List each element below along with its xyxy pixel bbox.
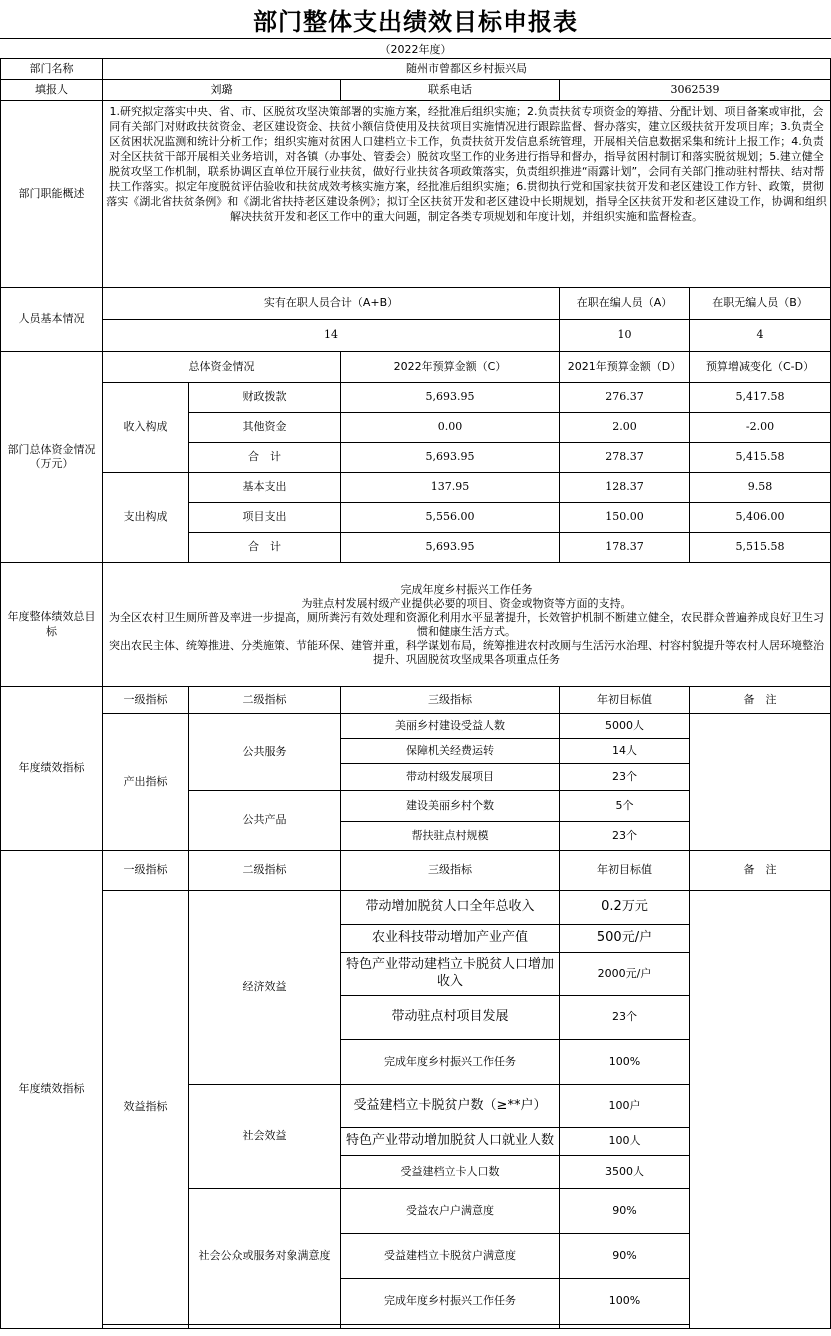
- expense-row-c: 5,556.00: [341, 503, 560, 533]
- dept-value: 随州市曾都区乡村振兴局: [103, 59, 831, 80]
- output-level1: 产出指标: [103, 714, 189, 851]
- income-row-diff: -2.00: [690, 413, 831, 443]
- indicator-value: 100人: [560, 1128, 690, 1156]
- goal-line: 完成年度乡村振兴工作任务: [400, 582, 533, 596]
- col-header-level3: 三级指标: [341, 687, 560, 714]
- expense-total-d: 178.37: [560, 533, 690, 563]
- indicator-name: 完成年度乡村振兴工作任务: [341, 1040, 560, 1085]
- income-total-diff: 5,415.58: [690, 443, 831, 473]
- indicator-value: 5个: [560, 791, 690, 822]
- form-title: 部门整体支出绩效目标申报表: [253, 7, 578, 36]
- staff-header-a: 在职在编人员（A）: [560, 288, 690, 320]
- benefit-trailing-cell: [103, 1325, 189, 1329]
- goal-line: 为全区农村卫生厕所普及率进一步提高，厕所粪污有效处理和资源化利用水平显著提升，长效管护机制不断建立健全，农民群众普遍养成良好卫生习惯和健康生活方式。: [109, 610, 825, 638]
- income-row-name: 财政拨款: [189, 383, 341, 413]
- col-header-target: 年初目标值: [560, 687, 690, 714]
- output-level2: 公共产品: [189, 791, 341, 851]
- indicator-name: 建设美丽乡村个数: [341, 791, 560, 822]
- filler-value: 刘璐: [103, 80, 341, 101]
- indicator-value: 2000元/户: [560, 953, 690, 996]
- indicator-name: 带动驻点村项目发展: [341, 996, 560, 1040]
- col-header-level2: 二级指标: [189, 687, 341, 714]
- staff-a: 10: [560, 320, 690, 352]
- income-row-d: 276.37: [560, 383, 690, 413]
- indicator-value: 5000人: [560, 714, 690, 739]
- goal-line: 为驻点村发展村级产业提供必要的项目、资金或物资等方面的支持。: [301, 596, 632, 610]
- phone-value: 3062539: [560, 80, 831, 101]
- expense-row-c: 137.95: [341, 473, 560, 503]
- col-header-level1: 一级指标: [103, 687, 189, 714]
- form-year: （2022年度）: [0, 38, 831, 58]
- indicator-value: 0.2万元: [560, 891, 690, 925]
- indicator-name: 特色产业带动增加脱贫人口就业人数: [341, 1128, 560, 1156]
- indicator-value: 23个: [560, 764, 690, 791]
- indicator-value: 100%: [560, 1279, 690, 1325]
- funds-header-diff: 预算增减变化（C-D）: [690, 352, 831, 383]
- indicator-name: 农业科技带动增加产业产值: [341, 925, 560, 953]
- dept-label: 部门名称: [1, 59, 103, 80]
- expense-row-diff: 5,406.00: [690, 503, 831, 533]
- income-row-d: 2.00: [560, 413, 690, 443]
- expense-row-d: 128.37: [560, 473, 690, 503]
- col-header-level3: 三级指标: [341, 851, 560, 891]
- indicator-value: 100%: [560, 1040, 690, 1085]
- funds-header-overall: 总体资金情况: [103, 352, 341, 383]
- indicator-value: 23个: [560, 822, 690, 851]
- income-row-c: 0.00: [341, 413, 560, 443]
- expense-row-diff: 9.58: [690, 473, 831, 503]
- indicator-value: 90%: [560, 1189, 690, 1234]
- funds-header-d: 2021年预算金额（D）: [560, 352, 690, 383]
- funds-header-c: 2022年预算金额（C）: [341, 352, 560, 383]
- expense-total-c: 5,693.95: [341, 533, 560, 563]
- output-level2: 公共服务: [189, 714, 341, 791]
- staff-b: 4: [690, 320, 831, 352]
- form-table: [0, 58, 831, 1329]
- expense-label: 支出构成: [103, 473, 189, 563]
- benefit-level2: 社会效益: [189, 1085, 341, 1189]
- expense-total-diff: 5,515.58: [690, 533, 831, 563]
- expense-total-name: 合 计: [189, 533, 341, 563]
- income-row-name: 其他资金: [189, 413, 341, 443]
- duties-text: 1.研究拟定落实中央、省、市、区脱贫攻坚决策部署的实施方案，经批准后组织实施；2.负责扶贫专项资金的筹措、分配计划、项目备案或审批，会同有关部门对财政扶贫资金、老区建设资金、扶贫小额信贷使用及扶贫项目实施情况进行跟踪监督、督办落实，建立区级扶贫开发项目库；3.负责全区贫困状况监测和统计分析工作；组织实施对贫困人口建档立卡工作，负责扶贫开发信息系统管理，开展相关信息数据采集和统计上报工作；4.负责对全区扶贫干部开展相关业务培训，对各镇（办事处、管委会）脱贫攻坚工作的业务进行指导和督办，指导贫困村制订和落实脱贫规划；5.建立健全脱贫攻坚工作机制，联系协调区直单位开展行业扶贫，做好行业扶贫各项政策落实，负责组织推进“雨露计划”，会同有关部门推动驻村帮扶、结对帮扶工作落实。拟定年度脱贫评估验收和扶贫成效考核实施方案，经批准后组织实施；6.贯彻执行党和国家扶贫开发和老区建设工作方针、政策，贯彻落实《湖北省扶贫条例》和《湖北省扶持老区建设条例》；拟订全区扶贫开发和老区建设中长期规划，指导全区扶贫开发和老区建设工作，协调和组织解决扶贫开发和老区工作中的重大问题，制定各类专项规划和年度计划，并组织实施和监督检查。: [103, 101, 831, 288]
- col-header-remark: 备 注: [690, 687, 831, 714]
- output-remark: [690, 714, 831, 851]
- col-header-remark: 备 注: [690, 851, 831, 891]
- indicator-value: 90%: [560, 1234, 690, 1279]
- indicator-value: 14人: [560, 739, 690, 764]
- indicator-name: 受益建档立卡脱贫户满意度: [341, 1234, 560, 1279]
- indicator-value: 3500人: [560, 1156, 690, 1189]
- indicator-name: 带动增加脱贫人口全年总收入: [341, 891, 560, 925]
- benefit-section-label: 年度绩效指标: [1, 851, 103, 1329]
- indicator-name: 美丽乡村建设受益人数: [341, 714, 560, 739]
- staff-label: 人员基本情况: [1, 288, 103, 352]
- indicator-name: 受益农户户满意度: [341, 1189, 560, 1234]
- indicator-value: 23个: [560, 996, 690, 1040]
- indicator-name: 带动村级发展项目: [341, 764, 560, 791]
- indicator-name: 保障机关经费运转: [341, 739, 560, 764]
- indicator-name: 受益建档立卡脱贫户数（≥**户）: [341, 1085, 560, 1128]
- indicator-name: 特色产业带动建档立卡脱贫人口增加收入: [341, 953, 560, 996]
- staff-header-b: 在职无编人员（B）: [690, 288, 831, 320]
- benefit-trailing-cell: [189, 1325, 341, 1329]
- indicator-name: 受益建档立卡人口数: [341, 1156, 560, 1189]
- income-total-c: 5,693.95: [341, 443, 560, 473]
- benefit-level2: 经济效益: [189, 891, 341, 1085]
- benefit-level2: 社会公众或服务对象满意度: [189, 1189, 341, 1325]
- col-header-level2: 二级指标: [189, 851, 341, 891]
- funds-label: 部门总体资金情况（万元）: [1, 352, 103, 563]
- expense-row-d: 150.00: [560, 503, 690, 533]
- expense-row-name: 基本支出: [189, 473, 341, 503]
- income-total-name: 合 计: [189, 443, 341, 473]
- benefit-trailing-cell: [560, 1325, 690, 1329]
- benefit-level1: 效益指标: [103, 891, 189, 1325]
- indicator-value: 500元/户: [560, 925, 690, 953]
- benefit-remark: [690, 891, 831, 1329]
- income-total-d: 278.37: [560, 443, 690, 473]
- phone-label: 联系电话: [341, 80, 560, 101]
- staff-header-total: 实有在职人员合计（A+B）: [103, 288, 560, 320]
- goal-label: 年度整体绩效总目标: [1, 563, 103, 687]
- col-header-level1: 一级指标: [103, 851, 189, 891]
- expense-row-name: 项目支出: [189, 503, 341, 533]
- benefit-trailing-cell: [341, 1325, 560, 1329]
- duties-label: 部门职能概述: [1, 101, 103, 288]
- income-row-c: 5,693.95: [341, 383, 560, 413]
- income-row-diff: 5,417.58: [690, 383, 831, 413]
- goal-text: [103, 563, 831, 687]
- staff-total: 14: [103, 320, 560, 352]
- filler-label: 填报人: [1, 80, 103, 101]
- output-section-label: 年度绩效指标: [1, 687, 103, 851]
- income-label: 收入构成: [103, 383, 189, 473]
- goal-line: 突出农民主体、统筹推进、分类施策、节能环保、建管并重，科学谋划布局，统筹推进农村改厕与生活污水治理、村容村貌提升等农村人居环境整治提升、巩固脱贫攻坚成果各项重点任务: [109, 638, 825, 666]
- col-header-target: 年初目标值: [560, 851, 690, 891]
- indicator-name: 完成年度乡村振兴工作任务: [341, 1279, 560, 1325]
- indicator-value: 100户: [560, 1085, 690, 1128]
- indicator-name: 帮扶驻点村规模: [341, 822, 560, 851]
